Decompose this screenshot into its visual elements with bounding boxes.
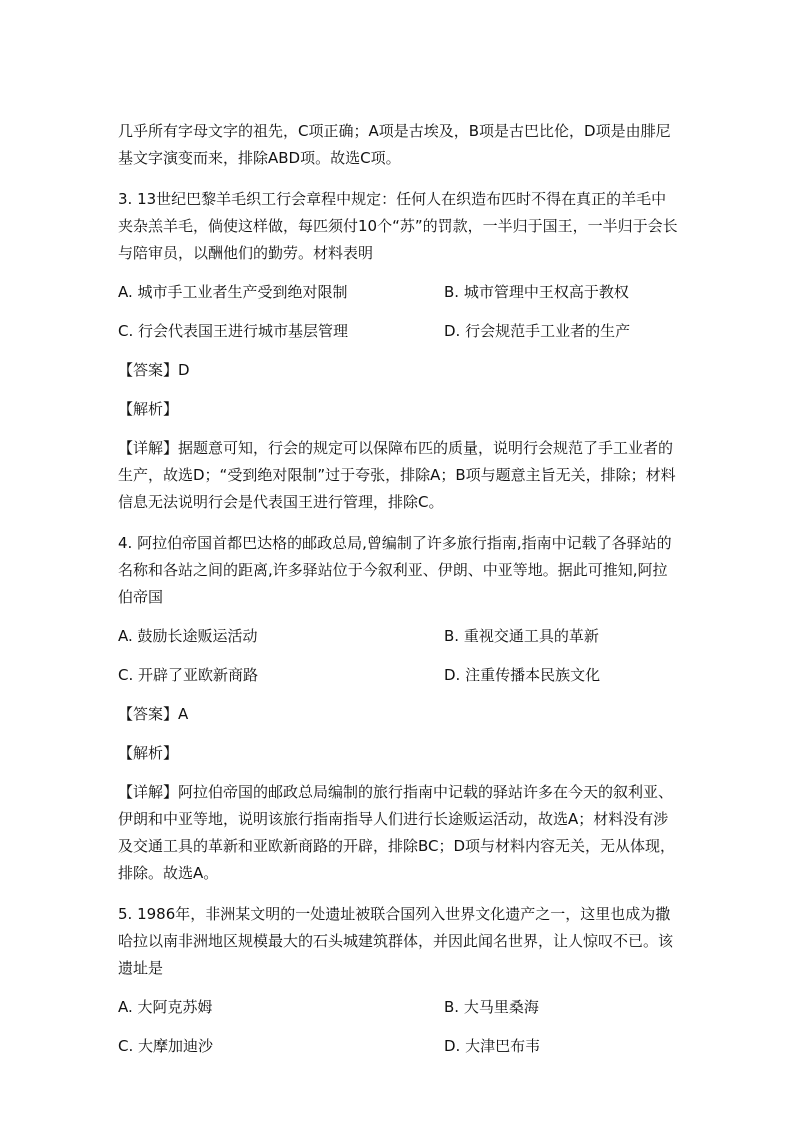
question-5-stem: 5. 1986年，非洲某文明的一处遗址被联合国列入世界文化遗产之一，这里也成为撒哈拉以南非洲地区规模最大的石头城建筑群体，并因此闻名世界，让人惊叹不已。该遗址是 xyxy=(118,905,674,977)
question-3-option-a: A. 城市手工业者生产受到绝对限制 xyxy=(118,283,348,301)
question-3-option-c: C. 行会代表国王进行城市基层管理 xyxy=(118,322,349,340)
question-4-detail xyxy=(118,779,678,887)
question-5-option-b: B. 大马里桑海 xyxy=(444,998,539,1016)
detail-text: 据题意可知，行会的规定可以保障布匹的质量，说明行会规范了手工业者的生产，故选D；“受到绝对限制”过于夸张，排除A；B项与题意主旨无关，排除；材料信息无法说明行会是代表国王进行管理，排除C。 xyxy=(118,439,676,511)
question-4-stem: 4. 阿拉伯帝国首都巴达格的邮政总局,曾编制了许多旅行指南,指南中记载了各驿站的名称和各站之间的距离,许多驿站位于今叙利亚、伊朗、中亚等地。据此可推知,阿拉伯帝国 xyxy=(118,534,672,606)
question-4-analysis-label: 【解析】 xyxy=(118,744,179,762)
question-3-answer xyxy=(118,357,678,384)
question-4-option-b: B. 重视交通工具的革新 xyxy=(444,627,599,645)
page-content xyxy=(118,118,678,1060)
question-3-stem: 3. 13世纪巴黎羊毛织工行会章程中规定：任何人在织造布匹时不得在真正的羊毛中夹杂羔羊毛，倘使这样做，每匹须付10个“苏”的罚款，一半归于国王，一半归于会长与陪审员，以酬他们的勤劳。材料表明 xyxy=(118,190,678,262)
answer-label: 【答案】 xyxy=(118,361,179,379)
question-3-option-b: B. 城市管理中王权高于教权 xyxy=(444,283,629,301)
question-5-option-a: A. 大阿克苏姆 xyxy=(118,998,213,1016)
question-3-option-d: D. 行会规范手工业者的生产 xyxy=(444,322,631,340)
question-5-options-row-1 xyxy=(118,994,678,1021)
answer-value: D xyxy=(178,361,190,379)
question-3-options-row-2 xyxy=(118,318,678,345)
question-3-options-row-1 xyxy=(118,279,678,306)
answer-value: A xyxy=(178,705,189,723)
continued-explanation: 几乎所有字母文字的祖先，C项正确；A项是古埃及，B项是古巴比伦，D项是由腓尼基文字演变而来，排除ABD项。故选C项。 xyxy=(118,122,671,167)
question-5-option-d: D. 大津巴布韦 xyxy=(444,1037,541,1055)
answer-label: 【答案】 xyxy=(118,705,179,723)
question-4-options-row-1 xyxy=(118,623,678,650)
detail-text: 阿拉伯帝国的邮政总局编制的旅行指南中记载的驿站许多在今天的叙利亚、伊朗和中亚等地，说明该旅行指南指导人们进行长途贩运活动，故选A；材料没有涉及交通工具的革新和亚欧新商路的开辟，排除BC；D项与材料内容无关，无从体现，排除。故选A。 xyxy=(118,783,676,882)
question-4-option-c: C. 开辟了亚欧新商路 xyxy=(118,666,259,684)
question-3-analysis-label: 【解析】 xyxy=(118,400,179,418)
detail-label: 【详解】 xyxy=(118,439,179,457)
question-4-options-row-2 xyxy=(118,662,678,689)
detail-label: 【详解】 xyxy=(118,783,179,801)
question-4-option-d: D. 注重传播本民族文化 xyxy=(444,666,601,684)
question-5-options-row-2 xyxy=(118,1033,678,1060)
question-4-answer xyxy=(118,701,678,728)
question-3-detail xyxy=(118,435,678,516)
question-4-option-a: A. 鼓励长途贩运活动 xyxy=(118,627,258,645)
question-5-option-c: C. 大摩加迪沙 xyxy=(118,1037,214,1055)
